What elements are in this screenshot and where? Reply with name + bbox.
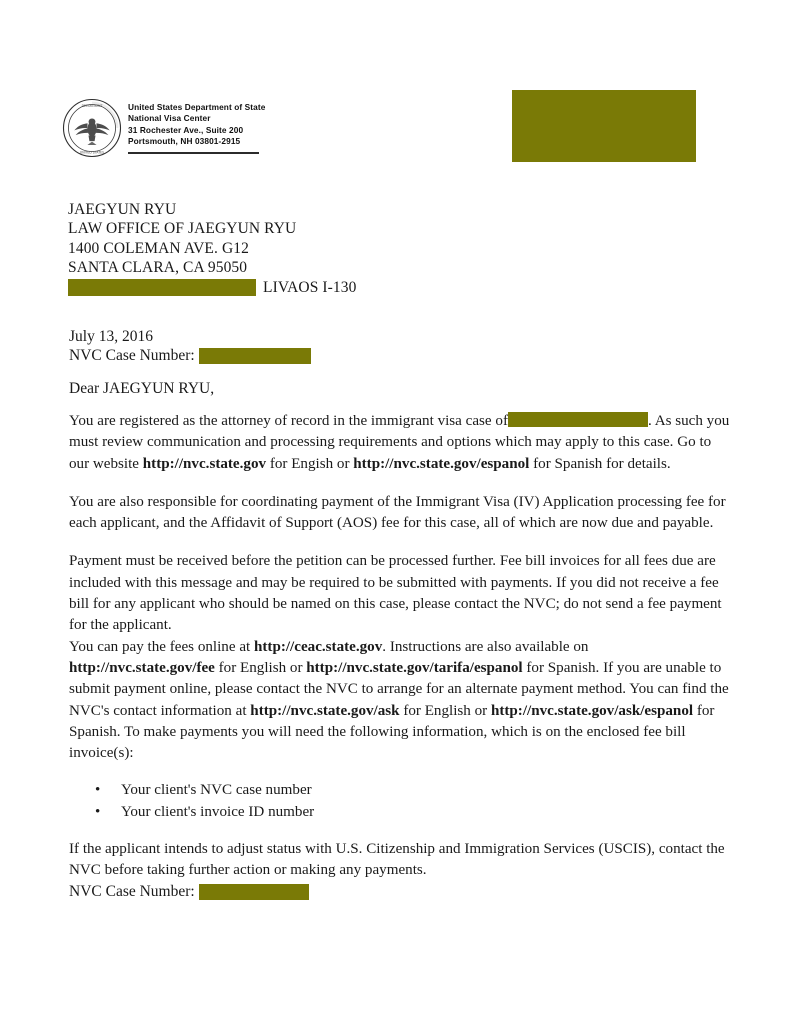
redaction-inline-applicant-name bbox=[508, 412, 648, 427]
p4-text-c: for English or bbox=[214, 659, 307, 676]
letter-meta-block bbox=[69, 327, 311, 366]
letterhead-line-2: National Visa Center bbox=[128, 113, 211, 124]
svg-text:UNITED STATES: UNITED STATES bbox=[80, 150, 104, 155]
redaction-block-recipient-case bbox=[68, 279, 256, 296]
p1-text-c: for Engish or bbox=[266, 455, 354, 472]
body-paragraph-3: Payment must be received before the petition can be processed further. Fee bill invoices for all fees due are included with this message and may be required to be submitted with payments. If you did not receive a fee bill for any applicant who should be named on this case, please contact the NVC; do not send a fee payment for the applicant. bbox=[69, 553, 722, 634]
recipient-address-block bbox=[68, 200, 356, 297]
p4-text-d: for Spanish. If you are unable to submit payment online, please contact the NVC to arrange for an alternate payment method. You can find the NVC's contact information at bbox=[69, 659, 729, 719]
recipient-name: JAEGYUN RYU bbox=[68, 201, 177, 218]
nvc-case-number-row bbox=[69, 346, 311, 365]
p4-text-f: for Spanish. To make payments you will need the following information, which is on the enclosed fee bill invoice(s): bbox=[69, 702, 715, 762]
p1-text-b: . As such you must review communication and processing requirements and options which may apply to this case. Go to our website bbox=[69, 413, 730, 472]
redaction-block-header bbox=[512, 90, 696, 162]
svg-text:DEPARTMENT: DEPARTMENT bbox=[81, 104, 103, 108]
link-nvc-state-gov-tarifa-espanol[interactable]: http://nvc.state.gov/tarifa/espanol bbox=[306, 659, 523, 676]
department-of-state-seal-icon bbox=[62, 98, 122, 158]
salutation: Dear JAEGYUN RYU, bbox=[69, 380, 215, 397]
p1-text-a: You are registered as the attorney of record in the immigrant visa case of bbox=[69, 413, 508, 429]
recipient-city-state-zip: SANTA CLARA, CA 95050 bbox=[68, 259, 248, 277]
body-paragraph-1 bbox=[69, 411, 732, 475]
body-paragraph-5: If the applicant intends to adjust status with U.S. Citizenship and Immigration Services (USCIS), contact the NVC before taking further action or making any payments. bbox=[69, 841, 725, 879]
letterhead-address bbox=[128, 98, 265, 154]
letterhead-divider bbox=[128, 152, 259, 155]
link-ceac-state-gov[interactable]: http://ceac.state.gov bbox=[254, 638, 383, 655]
body-paragraph-2: You are also responsible for coordinating payment of the Immigrant Visa (IV) Application processing fee for each applicant, and the Affidavit of Support (AOS) fee for this case, all of which are now due and payable. bbox=[69, 493, 726, 532]
case-type-row bbox=[68, 278, 356, 297]
redaction-block-footer-case-number bbox=[199, 884, 309, 900]
link-nvc-state-gov-fee[interactable]: http://nvc.state.gov/fee bbox=[69, 659, 215, 676]
letterhead bbox=[62, 98, 265, 158]
list-item: • Your client's invoice ID number bbox=[95, 802, 732, 823]
footer-nvc-case-number-label: NVC Case Number: bbox=[69, 883, 195, 900]
letterhead-line-4: Portsmouth, NH 03801-2915 bbox=[128, 136, 241, 147]
letter-date: July 13, 2016 bbox=[69, 328, 153, 345]
link-nvc-state-gov-ask[interactable]: http://nvc.state.gov/ask bbox=[250, 702, 400, 719]
recipient-firm: LAW OFFICE OF JAEGYUN RYU bbox=[68, 220, 297, 238]
p4-text-a: You can pay the fees online at bbox=[69, 638, 254, 655]
required-information-list bbox=[69, 780, 732, 823]
letterhead-line-1: United States Department of State bbox=[128, 102, 266, 112]
case-type-label: LIVAOS I-130 bbox=[263, 278, 357, 296]
footer-case-number-block bbox=[69, 882, 309, 901]
nvc-case-number-label: NVC Case Number: bbox=[69, 347, 195, 365]
letter-body bbox=[69, 411, 732, 899]
p4-text-b: . Instructions are also available on bbox=[382, 638, 589, 655]
redaction-block-case-number bbox=[199, 348, 311, 364]
p1-text-d: for Spanish for details. bbox=[529, 455, 671, 472]
recipient-street: 1400 COLEMAN AVE. G12 bbox=[68, 239, 249, 257]
list-item: • Your client's NVC case number bbox=[95, 780, 732, 801]
link-nvc-state-gov[interactable]: http://nvc.state.gov bbox=[142, 455, 267, 472]
footer-nvc-case-number-row bbox=[69, 882, 309, 901]
link-nvc-state-gov-espanol[interactable]: http://nvc.state.gov/espanol bbox=[353, 455, 530, 472]
letterhead-line-3: 31 Rochester Ave., Suite 200 bbox=[128, 124, 244, 135]
link-nvc-state-gov-ask-espanol[interactable]: http://nvc.state.gov/ask/espanol bbox=[490, 702, 694, 719]
p4-text-e: for English or bbox=[399, 702, 491, 719]
body-paragraph-4 bbox=[69, 637, 732, 765]
